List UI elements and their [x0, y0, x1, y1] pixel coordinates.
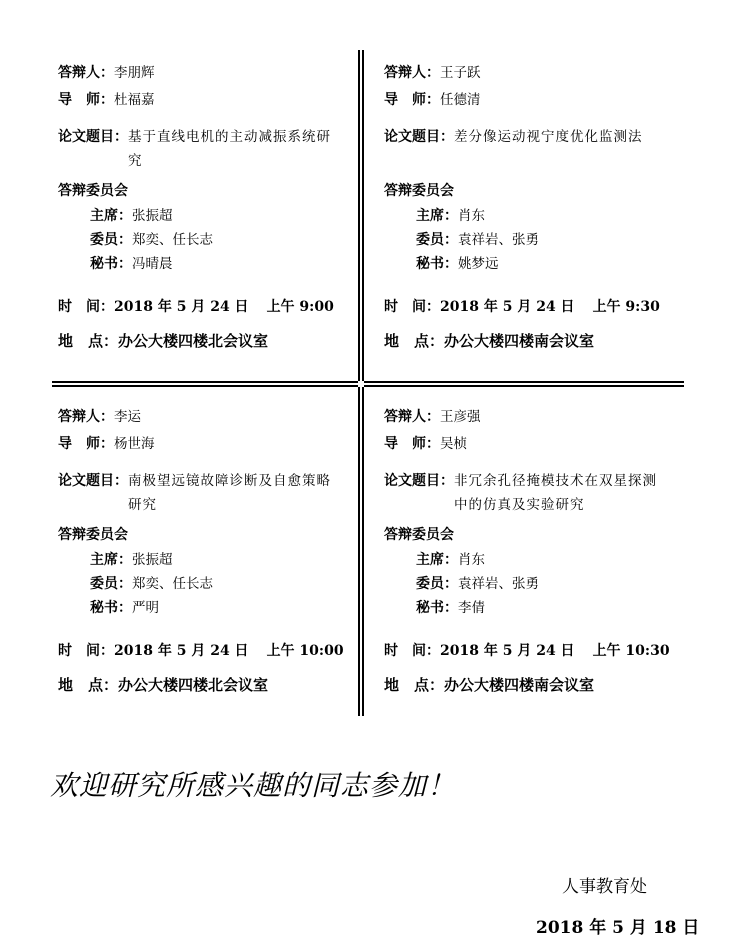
place-row — [384, 332, 594, 351]
defense-time: 上午 10:30 — [592, 643, 670, 659]
committee-label: 答辩委员会 — [384, 183, 454, 199]
advisor-row — [384, 91, 481, 109]
defender-row — [58, 408, 141, 426]
thesis-title: 差分像运动视宁度优化监测法 — [454, 129, 643, 145]
place-row — [58, 332, 268, 351]
chair-row — [90, 551, 173, 569]
advisor-name: 杨世海 — [114, 436, 155, 452]
defender-label: 答辩人： — [58, 65, 114, 81]
secretary-name: 冯晴晨 — [132, 256, 173, 272]
secretary-row — [416, 255, 499, 273]
defense-time: 上午 9:30 — [592, 299, 660, 315]
committee-heading — [384, 182, 454, 200]
issuing-department: 人事教育处 — [562, 877, 647, 897]
secretary-name: 严明 — [132, 600, 159, 616]
members-names: 袁祥岩、张勇 — [458, 232, 539, 248]
committee-label: 答辩委员会 — [58, 183, 128, 199]
thesis-label: 论文题目： — [58, 129, 128, 145]
defender-row — [384, 408, 481, 426]
defense-date: 2018 年 5 月 24 日 — [440, 643, 575, 659]
secretary-row — [90, 599, 159, 617]
defense-panel-1 — [58, 62, 358, 382]
defender-row — [384, 64, 481, 82]
welcome-message: 欢迎研究所感兴趣的同志参加！ — [50, 769, 457, 802]
time-row — [58, 298, 334, 316]
committee-heading — [58, 182, 128, 200]
secretary-label: 秘书： — [416, 600, 458, 616]
chair-name: 张振超 — [132, 208, 173, 224]
advisor-label: 导 师： — [58, 436, 114, 452]
secretary-name: 姚梦远 — [458, 256, 499, 272]
thesis-row — [58, 469, 340, 517]
time-label: 时 间： — [58, 299, 114, 315]
advisor-name: 杜福嘉 — [114, 92, 155, 108]
secretary-label: 秘书： — [90, 600, 132, 616]
secretary-label: 秘书： — [90, 256, 132, 272]
place-row — [58, 676, 268, 695]
secretary-row — [90, 255, 173, 273]
defender-label: 答辩人： — [58, 409, 114, 425]
thesis-row — [58, 125, 340, 173]
advisor-row — [58, 435, 155, 453]
defense-panel-2 — [384, 62, 684, 382]
committee-label: 答辩委员会 — [384, 527, 454, 543]
defense-time: 上午 9:00 — [266, 299, 334, 315]
time-row — [384, 642, 670, 660]
chair-name: 肖东 — [458, 208, 485, 224]
secretary-name: 李倩 — [458, 600, 485, 616]
chair-name: 张振超 — [132, 552, 173, 568]
time-row — [58, 642, 344, 660]
time-label: 时 间： — [384, 299, 440, 315]
place-name: 办公大楼四楼南会议室 — [444, 676, 595, 694]
thesis-title: 南极望远镜故障诊断及自愈策略研究 — [128, 473, 331, 513]
thesis-row — [384, 125, 666, 149]
defense-time: 上午 10:00 — [266, 643, 344, 659]
defense-panel-3 — [58, 406, 358, 726]
defense-date: 2018 年 5 月 24 日 — [114, 643, 249, 659]
chair-row — [416, 551, 485, 569]
advisor-label: 导 师： — [58, 92, 114, 108]
chair-row — [90, 207, 173, 225]
advisor-row — [384, 435, 467, 453]
chair-label: 主席： — [416, 552, 458, 568]
members-row — [416, 575, 539, 593]
chair-label: 主席： — [416, 208, 458, 224]
advisor-label: 导 师： — [384, 436, 440, 452]
chair-row — [416, 207, 485, 225]
place-row — [384, 676, 594, 695]
members-names: 郑奕、任长志 — [132, 576, 213, 592]
place-label: 地 点： — [58, 676, 119, 694]
members-row — [90, 231, 213, 249]
thesis-title: 基于直线电机的主动减振系统研究 — [128, 129, 331, 169]
defender-name: 李朋辉 — [114, 65, 155, 81]
members-label: 委员： — [416, 576, 458, 592]
place-name: 办公大楼四楼南会议室 — [444, 332, 595, 350]
defense-date: 2018 年 5 月 24 日 — [440, 299, 575, 315]
place-label: 地 点： — [384, 332, 445, 350]
thesis-label: 论文题目： — [58, 473, 128, 489]
place-name: 办公大楼四楼北会议室 — [118, 332, 269, 350]
defense-date: 2018 年 5 月 24 日 — [114, 299, 249, 315]
issue-date: 2018 年 5 月 18 日 — [536, 918, 700, 938]
chair-name: 肖东 — [458, 552, 485, 568]
chair-label: 主席： — [90, 552, 132, 568]
place-name: 办公大楼四楼北会议室 — [118, 676, 269, 694]
thesis-title: 非冗余孔径掩模技术在双星探测中的仿真及实验研究 — [454, 473, 657, 513]
advisor-label: 导 师： — [384, 92, 440, 108]
defender-label: 答辩人： — [384, 409, 440, 425]
defender-row — [58, 64, 155, 82]
defender-name: 李运 — [114, 409, 141, 425]
committee-heading — [384, 526, 454, 544]
place-label: 地 点： — [384, 676, 445, 694]
defense-panel-4 — [384, 406, 684, 726]
members-row — [416, 231, 539, 249]
time-label: 时 间： — [58, 643, 114, 659]
members-label: 委员： — [90, 232, 132, 248]
defender-label: 答辩人： — [384, 65, 440, 81]
members-names: 郑奕、任长志 — [132, 232, 213, 248]
chair-label: 主席： — [90, 208, 132, 224]
committee-label: 答辩委员会 — [58, 527, 128, 543]
members-row — [90, 575, 213, 593]
time-label: 时 间： — [384, 643, 440, 659]
advisor-row — [58, 91, 155, 109]
secretary-label: 秘书： — [416, 256, 458, 272]
time-row — [384, 298, 660, 316]
members-label: 委员： — [90, 576, 132, 592]
thesis-row — [384, 469, 666, 517]
place-label: 地 点： — [58, 332, 119, 350]
thesis-label: 论文题目： — [384, 473, 454, 489]
defender-name: 王子跃 — [440, 65, 481, 81]
secretary-row — [416, 599, 485, 617]
advisor-name: 任德清 — [440, 92, 481, 108]
committee-heading — [58, 526, 128, 544]
thesis-label: 论文题目： — [384, 129, 454, 145]
members-names: 袁祥岩、张勇 — [458, 576, 539, 592]
defender-name: 王彦强 — [440, 409, 481, 425]
advisor-name: 吴桢 — [440, 436, 467, 452]
members-label: 委员： — [416, 232, 458, 248]
